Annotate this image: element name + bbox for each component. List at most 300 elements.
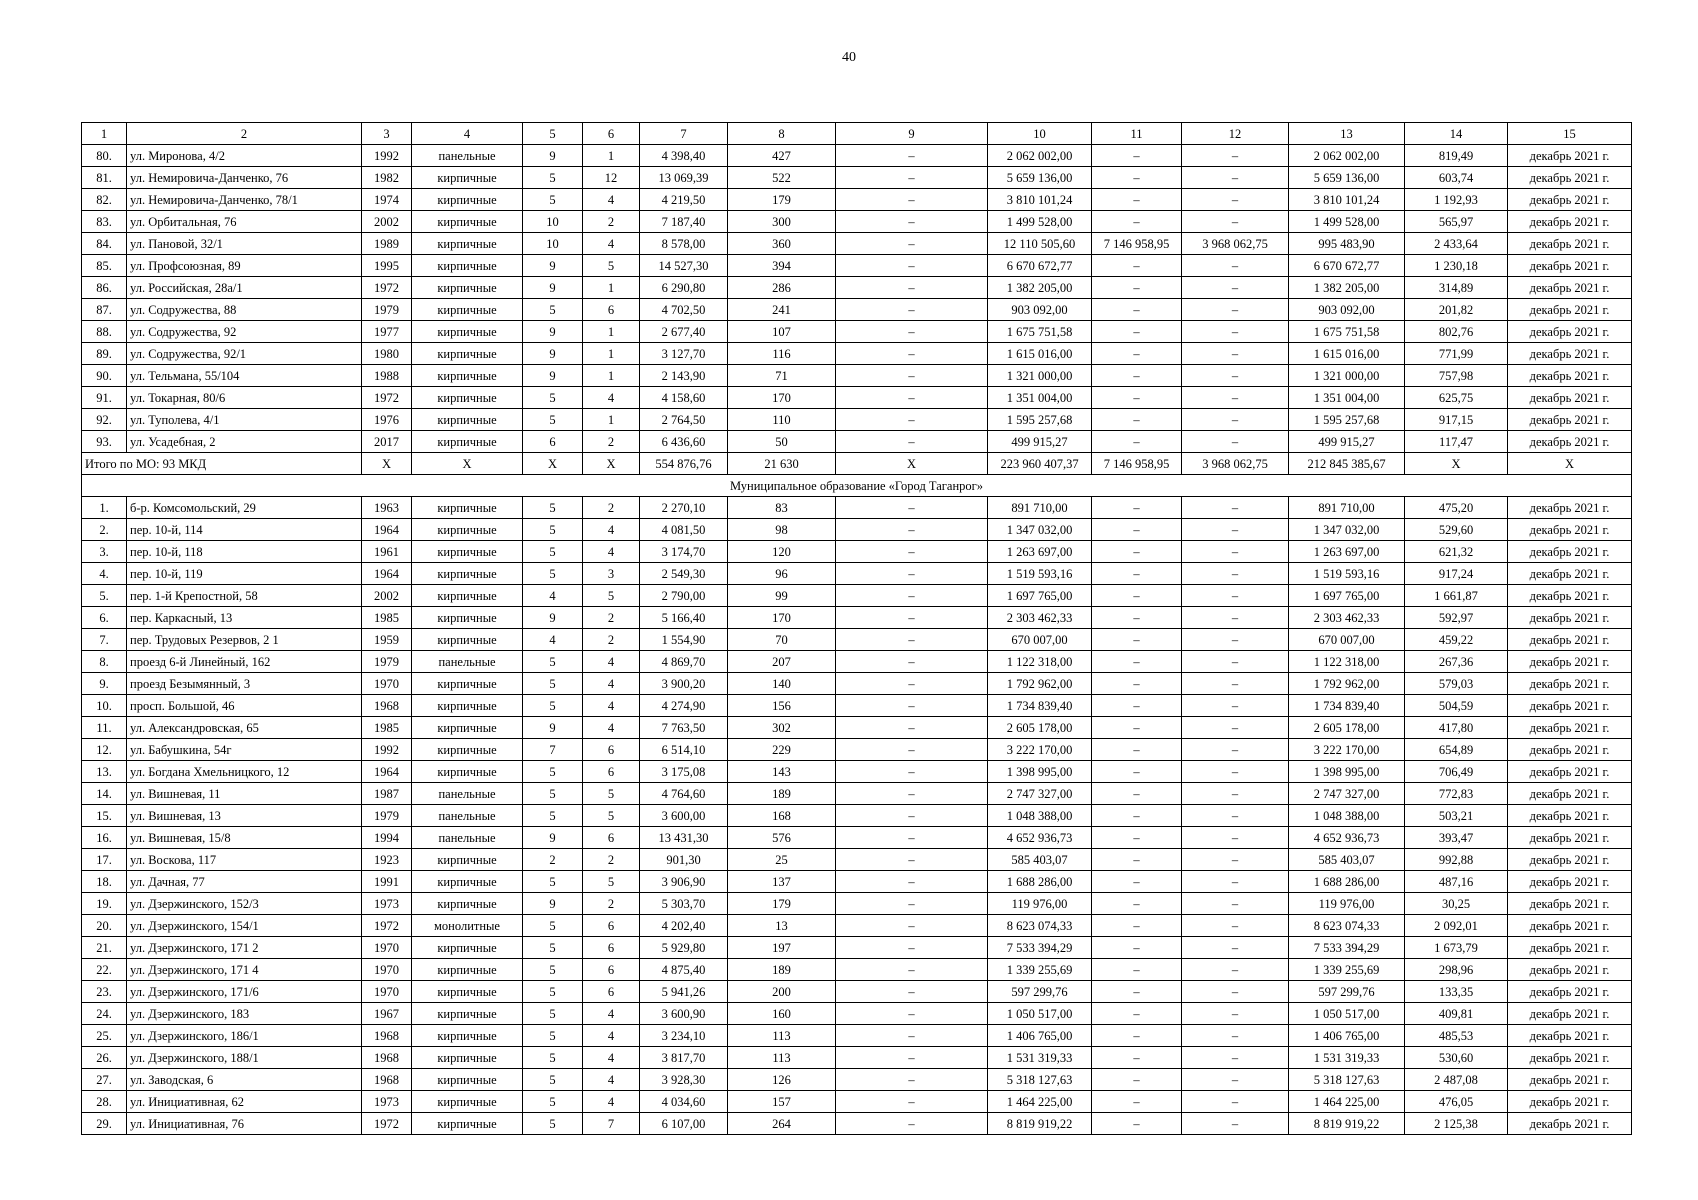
table-cell: 2 790,00 [640,585,728,607]
table-cell: 137 [728,871,836,893]
table-cell: 5 659 136,00 [1289,167,1405,189]
table-cell: – [1092,739,1182,761]
table-cell: – [836,805,988,827]
table-cell: 2 270,10 [640,497,728,519]
table-cell: ул. Усадебная, 2 [127,431,362,453]
table-row [82,739,1632,761]
table-cell: 891 710,00 [988,497,1092,519]
table-cell: 89. [82,343,127,365]
table-cell: 5 318 127,63 [988,1069,1092,1091]
table-cell: 5 [523,563,583,585]
table-cell: 5 [523,871,583,893]
table-cell: 117,47 [1405,431,1508,453]
table-cell: 499 915,27 [1289,431,1405,453]
table-cell: 597 299,76 [988,981,1092,1003]
table-cell: – [1182,431,1289,453]
table-cell: – [836,673,988,695]
table-cell: 1 339 255,69 [1289,959,1405,981]
table-cell: 360 [728,233,836,255]
table-cell: 133,35 [1405,981,1508,1003]
table-cell: 1 688 286,00 [1289,871,1405,893]
table-cell: 2 [583,893,640,915]
table-cell: 1992 [362,145,412,167]
table-cell: – [1092,563,1182,585]
table-cell: декабрь 2021 г. [1508,1003,1632,1025]
table-cell: кирпичные [412,299,523,321]
table-cell: кирпичные [412,1025,523,1047]
table-cell: – [836,739,988,761]
table-cell: 1 595 257,68 [1289,409,1405,431]
table-cell: 14 [1405,123,1508,145]
table-cell: кирпичные [412,695,523,717]
table-cell: 14. [82,783,127,805]
table-cell: – [1092,211,1182,233]
table-cell: 5 [523,1113,583,1135]
table-cell: 1 321 000,00 [988,365,1092,387]
table-cell: 3 968 062,75 [1182,233,1289,255]
table-cell: кирпичные [412,431,523,453]
table-cell: декабрь 2021 г. [1508,915,1632,937]
table-cell: декабрь 2021 г. [1508,211,1632,233]
table-cell: – [836,431,988,453]
table-cell: 802,76 [1405,321,1508,343]
table-cell: 417,80 [1405,717,1508,739]
table-cell: 8 819 919,22 [1289,1113,1405,1135]
table-cell: – [836,585,988,607]
table-cell: – [1182,387,1289,409]
table-cell: кирпичные [412,893,523,915]
table-cell: 1994 [362,827,412,849]
table-cell: 160 [728,1003,836,1025]
table-cell: – [1092,915,1182,937]
table-cell: 1995 [362,255,412,277]
table-cell: 189 [728,959,836,981]
table-cell: 4 652 936,73 [1289,827,1405,849]
table-cell: ул. Воскова, 117 [127,849,362,871]
table-cell: 113 [728,1025,836,1047]
table-cell: 1 [583,365,640,387]
table-cell: 90. [82,365,127,387]
table-cell: – [836,1069,988,1091]
table-cell: 143 [728,761,836,783]
table-cell: 476,05 [1405,1091,1508,1113]
table-row [82,629,1632,651]
table-cell: 4 274,90 [640,695,728,717]
table-cell: 917,24 [1405,563,1508,585]
table-cell: 1 673,79 [1405,937,1508,959]
table-cell: 29. [82,1113,127,1135]
table-cell: – [836,519,988,541]
table-cell: – [1092,343,1182,365]
table-cell: 170 [728,387,836,409]
table-row [82,1069,1632,1091]
table-cell: – [1092,805,1182,827]
table-cell: пер. 1-й Крепостной, 58 [127,585,362,607]
table-cell: 1 050 517,00 [988,1003,1092,1025]
table-cell: – [1092,299,1182,321]
table-cell: 4 [412,123,523,145]
table-row [82,915,1632,937]
table-cell: 1 398 995,00 [988,761,1092,783]
table-cell: 503,21 [1405,805,1508,827]
table-cell: ул. Российская, 28а/1 [127,277,362,299]
table-cell: 3 [583,563,640,585]
table-cell: декабрь 2021 г. [1508,607,1632,629]
table-cell: 93. [82,431,127,453]
table-cell: 5 [523,123,583,145]
table-cell: 7 187,40 [640,211,728,233]
table-cell: – [1092,783,1182,805]
table-cell: 81. [82,167,127,189]
table-cell: 819,49 [1405,145,1508,167]
table-cell: 88. [82,321,127,343]
table-cell: – [1182,1091,1289,1113]
table-cell: 499 915,27 [988,431,1092,453]
table-cell: 757,98 [1405,365,1508,387]
table-cell: 212 845 385,67 [1289,453,1405,475]
table-cell: 140 [728,673,836,695]
table-cell: 1979 [362,805,412,827]
table-cell: 2 143,90 [640,365,728,387]
table-cell: 4 034,60 [640,1091,728,1113]
table-cell: ул. Содружества, 92/1 [127,343,362,365]
table-cell: – [836,1003,988,1025]
table-cell: 9 [523,827,583,849]
table-cell: 585 403,07 [988,849,1092,871]
table-cell: 2 [583,497,640,519]
table-row [82,431,1632,453]
table-cell: пер. Трудовых Резервов, 2 1 [127,629,362,651]
table-cell: кирпичные [412,211,523,233]
table-cell: 14 527,30 [640,255,728,277]
table-cell: 592,97 [1405,607,1508,629]
table-cell: декабрь 2021 г. [1508,981,1632,1003]
table-cell: 2 433,64 [1405,233,1508,255]
table-cell: 4 [523,585,583,607]
table-cell: 189 [728,783,836,805]
table-cell: 1. [82,497,127,519]
table-cell: декабрь 2021 г. [1508,695,1632,717]
table-cell: 5 [523,541,583,563]
table-cell: 96 [728,563,836,585]
table-cell: 241 [728,299,836,321]
table-cell: 15. [82,805,127,827]
table-cell: 5 [523,1091,583,1113]
table-cell: ул. Дзержинского, 186/1 [127,1025,362,1047]
table-cell: ул. Профсоюзная, 89 [127,255,362,277]
table-cell: декабрь 2021 г. [1508,343,1632,365]
table-cell: 1985 [362,607,412,629]
table-cell: – [1182,739,1289,761]
table-cell: – [1092,937,1182,959]
table-cell: 3 810 101,24 [988,189,1092,211]
table-cell: – [1182,959,1289,981]
table-cell: 603,74 [1405,167,1508,189]
table-cell: 119 976,00 [988,893,1092,915]
table-cell: 530,60 [1405,1047,1508,1069]
table-cell: 504,59 [1405,695,1508,717]
table-cell: кирпичные [412,497,523,519]
table-cell: декабрь 2021 г. [1508,1047,1632,1069]
table-cell: 5. [82,585,127,607]
table-cell: – [836,959,988,981]
table-cell: 670 007,00 [1289,629,1405,651]
table-cell: 706,49 [1405,761,1508,783]
table-cell: 487,16 [1405,871,1508,893]
table-cell: 17. [82,849,127,871]
table-cell: 5 [523,1069,583,1091]
table-cell: 1 499 528,00 [1289,211,1405,233]
page-number: 40 [842,50,856,65]
table-cell: 8 623 074,33 [1289,915,1405,937]
table-cell: 2 062 002,00 [1289,145,1405,167]
table-cell: 1972 [362,277,412,299]
table-cell: кирпичные [412,519,523,541]
table-cell: 585 403,07 [1289,849,1405,871]
table-cell: 84. [82,233,127,255]
table-cell: X [1508,453,1632,475]
table-cell: декабрь 2021 г. [1508,519,1632,541]
table-cell: 1 263 697,00 [988,541,1092,563]
table-cell: – [836,981,988,1003]
table-cell: 5 [523,805,583,827]
table-cell: ул. Вишневая, 15/8 [127,827,362,849]
table-cell: 80. [82,145,127,167]
table-cell: 22. [82,959,127,981]
table-cell: 8. [82,651,127,673]
table-cell: 1 792 962,00 [1289,673,1405,695]
table-cell: 2 764,50 [640,409,728,431]
table-cell: 1 499 528,00 [988,211,1092,233]
table-cell: 91. [82,387,127,409]
table-cell: – [1092,255,1182,277]
table-cell: – [1092,607,1182,629]
table-cell: 3 222 170,00 [988,739,1092,761]
table-cell: – [1182,871,1289,893]
table-cell: 8 819 919,22 [988,1113,1092,1135]
table-cell: 6 [583,299,640,321]
table-cell: 3 175,08 [640,761,728,783]
table-cell: 3 174,70 [640,541,728,563]
table-cell: 30,25 [1405,893,1508,915]
table-cell: – [836,189,988,211]
table-cell: – [1092,893,1182,915]
table-cell: 1 595 257,68 [988,409,1092,431]
table-cell: 394 [728,255,836,277]
table-cell: кирпичные [412,717,523,739]
table-cell: ул. Вишневая, 11 [127,783,362,805]
table-cell: – [1182,893,1289,915]
table-cell: – [836,1113,988,1135]
table-cell: 4 219,50 [640,189,728,211]
table-row [82,717,1632,739]
table-cell: 1973 [362,1091,412,1113]
table-cell: – [1092,277,1182,299]
table-cell: 5 [523,189,583,211]
table-row [82,981,1632,1003]
table-cell: 5 318 127,63 [1289,1069,1405,1091]
table-cell: 1961 [362,541,412,563]
table-cell: кирпичные [412,849,523,871]
table-cell: – [836,1025,988,1047]
table-cell: – [1092,321,1182,343]
table-cell: 5 941,26 [640,981,728,1003]
table-cell: 223 960 407,37 [988,453,1092,475]
table-cell: ул. Миронова, 4/2 [127,145,362,167]
table-cell: – [836,1047,988,1069]
table-cell: 16. [82,827,127,849]
table-cell: 1 398 995,00 [1289,761,1405,783]
table-cell: 1992 [362,739,412,761]
table-cell: 201,82 [1405,299,1508,321]
table-cell: – [836,761,988,783]
table-cell: декабрь 2021 г. [1508,849,1632,871]
table-cell: 2 747 327,00 [988,783,1092,805]
table-cell: 1 519 593,16 [988,563,1092,585]
table-cell: декабрь 2021 г. [1508,761,1632,783]
table-cell: 314,89 [1405,277,1508,299]
table-cell: 1970 [362,981,412,1003]
table-cell: кирпичные [412,541,523,563]
table-cell: 4 [583,1025,640,1047]
table-cell: 4 [583,1047,640,1069]
table-cell: 1977 [362,321,412,343]
table-cell: 1 734 839,40 [988,695,1092,717]
table-cell: 9 [523,365,583,387]
table-cell: 107 [728,321,836,343]
table-cell: 1 321 000,00 [1289,365,1405,387]
table-cell: 5 [583,871,640,893]
table-body [82,123,1632,1135]
table-cell: – [1092,673,1182,695]
table-cell: 1968 [362,1069,412,1091]
table-cell: 5 [523,519,583,541]
table-cell: – [836,717,988,739]
table-cell: кирпичные [412,321,523,343]
table-cell: 7 146 958,95 [1092,233,1182,255]
table-cell: 13 [728,915,836,937]
table-cell: ул. Токарная, 80/6 [127,387,362,409]
table-cell: 21. [82,937,127,959]
table-cell: декабрь 2021 г. [1508,651,1632,673]
table-cell: 4 [583,519,640,541]
table-cell: 8 623 074,33 [988,915,1092,937]
table-cell: 9 [523,321,583,343]
table-cell: 6. [82,607,127,629]
table-cell: 1 675 751,58 [988,321,1092,343]
table-cell: X [412,453,523,475]
table-cell: – [1092,1091,1182,1113]
table-cell: декабрь 2021 г. [1508,541,1632,563]
table-cell: 1 688 286,00 [988,871,1092,893]
table-cell: кирпичные [412,343,523,365]
table-cell: – [1182,145,1289,167]
table-cell: 2 303 462,33 [1289,607,1405,629]
table-cell: 9 [523,607,583,629]
table-cell: 2 747 327,00 [1289,783,1405,805]
table-cell: 1979 [362,299,412,321]
table-cell: ул. Пановой, 32/1 [127,233,362,255]
table-cell: 1 661,87 [1405,585,1508,607]
table-cell: – [1092,189,1182,211]
table-cell: 1970 [362,673,412,695]
housing-table [81,122,1632,1135]
table-cell: – [836,629,988,651]
table-row [82,519,1632,541]
table-cell: – [1092,497,1182,519]
table-cell: 6 [583,915,640,937]
table-cell: декабрь 2021 г. [1508,739,1632,761]
table-cell: 4 [583,1091,640,1113]
table-cell: – [1182,981,1289,1003]
table-cell: 1976 [362,409,412,431]
table-cell: 579,03 [1405,673,1508,695]
table-cell: ул. Содружества, 92 [127,321,362,343]
table-cell: 20. [82,915,127,937]
table-cell: – [1092,431,1182,453]
table-cell: – [1092,1025,1182,1047]
table-cell: 891 710,00 [1289,497,1405,519]
table-cell: 670 007,00 [988,629,1092,651]
table-cell: 1 531 319,33 [988,1047,1092,1069]
table-cell: – [836,871,988,893]
table-cell: ул. Дзержинского, 171 2 [127,937,362,959]
table-cell: 13. [82,761,127,783]
table-cell: 4 [583,1069,640,1091]
table-cell: 4 [583,673,640,695]
table-cell: – [1092,365,1182,387]
table-cell: 8 578,00 [640,233,728,255]
table-cell: 1 615 016,00 [988,343,1092,365]
table-cell: 86. [82,277,127,299]
table-cell: Муниципальное образование «Город Таганрог» [82,475,1632,497]
table-row [82,1113,1632,1135]
table-cell: 2 605 178,00 [988,717,1092,739]
table-cell: 1968 [362,695,412,717]
table-cell: 1988 [362,365,412,387]
table-cell: кирпичные [412,1091,523,1113]
table-cell: – [1182,255,1289,277]
table-cell: проезд 6-й Линейный, 162 [127,651,362,673]
table-cell: 2 [583,431,640,453]
table-cell: декабрь 2021 г. [1508,299,1632,321]
table-cell: 5 [523,651,583,673]
table-cell: 9. [82,673,127,695]
table-cell: 5 [583,585,640,607]
table-cell: – [1092,409,1182,431]
table-cell: – [1182,299,1289,321]
table-cell: – [1182,783,1289,805]
table-cell: ул. Дзержинского, 188/1 [127,1047,362,1069]
table-cell: 3 222 170,00 [1289,739,1405,761]
table-cell: 1964 [362,519,412,541]
table-cell: 1 192,93 [1405,189,1508,211]
table-cell: Итого по МО: 93 МКД [82,453,362,475]
table-cell: 6 [583,981,640,1003]
table-cell: – [836,695,988,717]
table-cell: 1 697 765,00 [988,585,1092,607]
table-cell: 1979 [362,651,412,673]
table-cell: 522 [728,167,836,189]
table-cell: – [1182,1025,1289,1047]
table-cell: 126 [728,1069,836,1091]
table-cell: 119 976,00 [1289,893,1405,915]
table-row [82,871,1632,893]
table-cell: – [836,915,988,937]
table-cell: 5 [523,1047,583,1069]
table-cell: кирпичные [412,277,523,299]
section-row [82,475,1632,497]
